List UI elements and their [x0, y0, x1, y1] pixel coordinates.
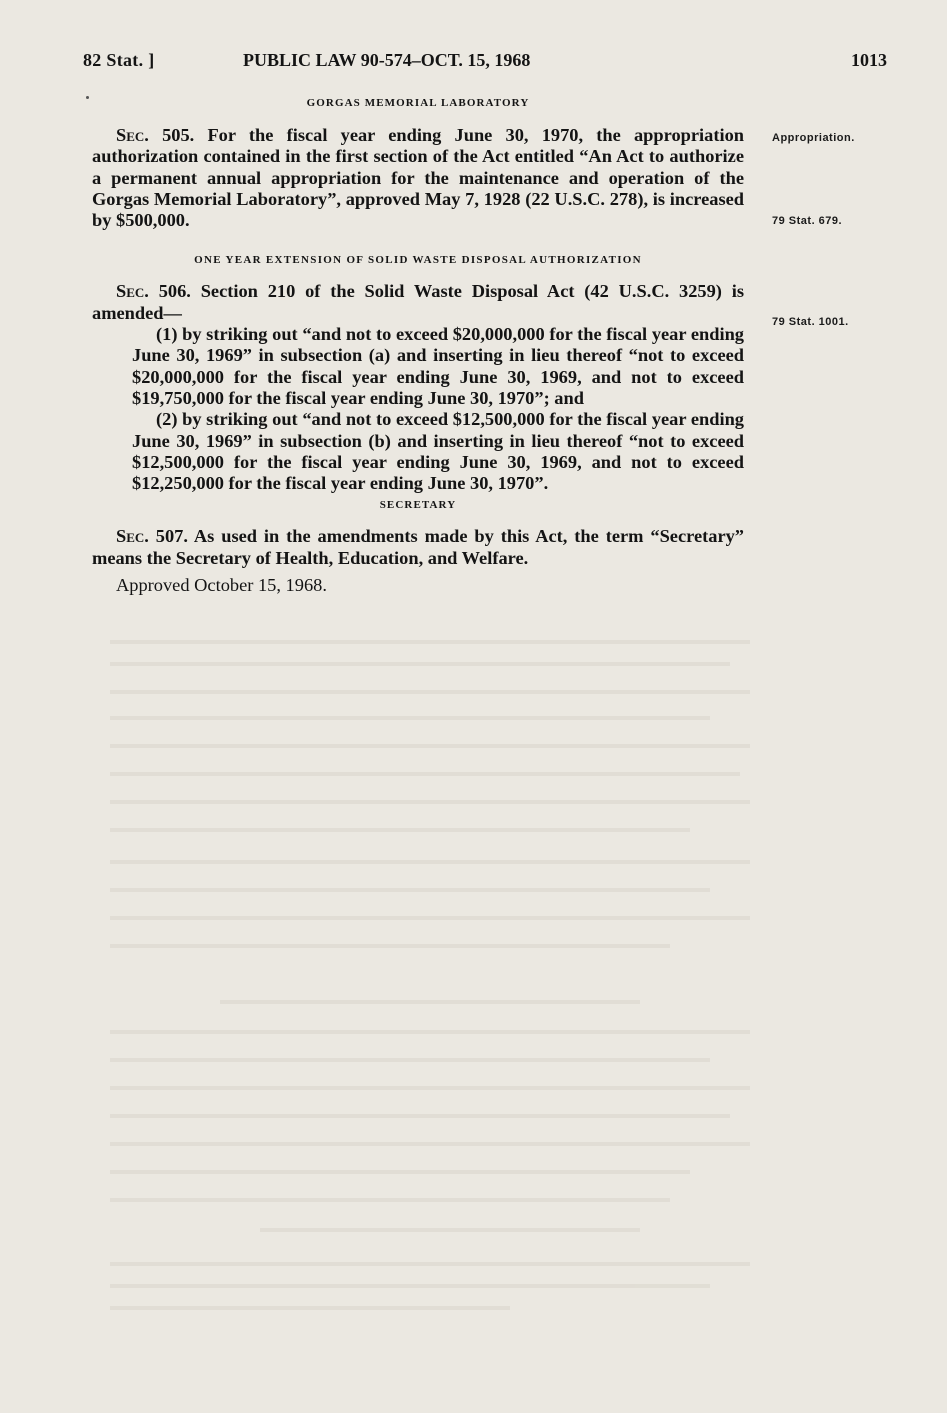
document-body	[92, 92, 744, 596]
statute-volume: 82 Stat. ]	[83, 50, 155, 70]
section-label: Sec. 507.	[116, 526, 188, 547]
margin-note-79-stat-679: 79 Stat. 679.	[772, 215, 843, 227]
margin-note-79-stat-1001: 79 Stat. 1001.	[772, 316, 849, 328]
section-text: For the fiscal year ending June 30, 1970, the appropriation authorization contained in the first section of the Act entitled “An Act to authorize a permanent annual appropriation for the maintenance and operation of the Gorgas Memorial Laboratory”, approved May 7, 1928 (22 U.S.C. 278), is increased by $500,000.	[92, 125, 744, 231]
running-title: PUBLIC LAW 90-574–OCT. 15, 1968	[243, 50, 531, 70]
approval-date: Approved October 15, 1968.	[116, 575, 327, 596]
section-heading-secretary: SECRETARY	[379, 499, 457, 512]
margin-note-appropriation: Appropriation.	[772, 132, 855, 144]
section-label: Sec. 505.	[116, 125, 195, 145]
page-number: 1013	[851, 50, 887, 70]
stray-mark	[86, 96, 89, 99]
section-505	[92, 125, 744, 231]
section-506	[92, 281, 744, 324]
section-text: Section 210 of the Solid Waste Disposal Act (42 U.S.C. 3259) is amended—	[92, 281, 744, 323]
section-text: As used in the amendments made by this Act, the term “Secretary” means the Secretary of Health, Education, and Welfare.	[92, 526, 744, 568]
amendment-item-2: (2) by striking out “and not to exceed $12,500,000 for the fiscal year ending June 30, 1969” in subsection (b) and inserting in lieu thereof “not to exceed $12,500,000 for the fiscal year ending June 30, 1969, and not to exceed $12,250,000 for the fiscal year ending June 30, 1970”.	[132, 409, 744, 494]
section-heading-gorgas: GORGAS MEMORIAL LABORATORY	[306, 97, 530, 109]
section-507	[92, 526, 744, 569]
section-label: Sec. 506.	[116, 281, 191, 302]
page-header	[0, 50, 947, 74]
section-heading-solid-waste: ONE YEAR EXTENSION OF SOLID WASTE DISPOSAL AUTHORIZATION	[194, 254, 642, 267]
amendment-item-1: (1) by striking out “and not to exceed $20,000,000 for the fiscal year ending June 30, 1969” in subsection (a) and inserting in lieu thereof “not to exceed $20,000,000 for the fiscal year ending June 30, 1969, and not to exceed $19,750,000 for the fiscal year ending June 30, 1970”; and	[132, 324, 744, 408]
